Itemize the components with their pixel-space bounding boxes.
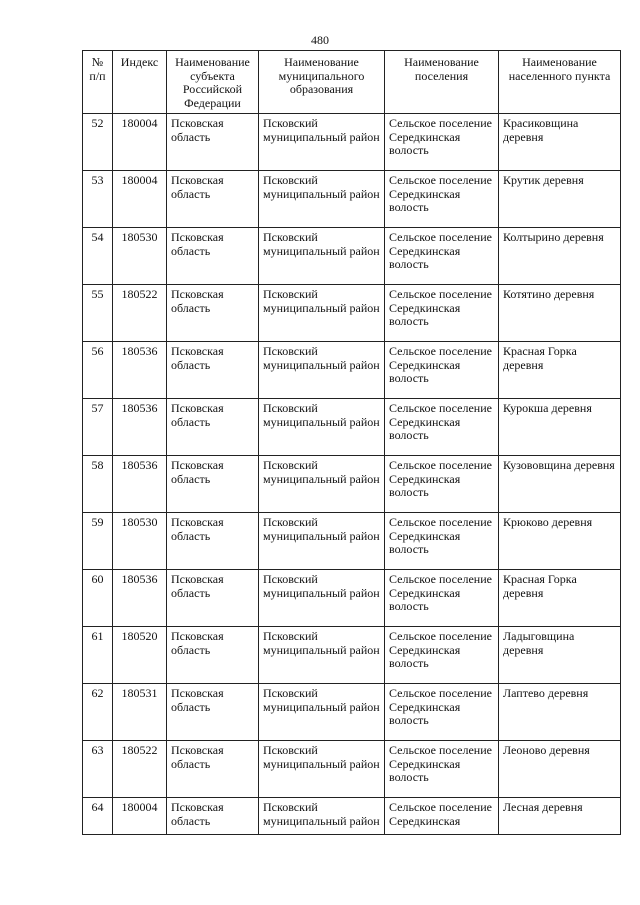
row-number-cell: 60 [83,570,113,627]
subject-cell: Псковская область [167,342,259,399]
subject-cell: Псковская область [167,399,259,456]
subject-cell: Псковская область [167,285,259,342]
municipality-cell: Псковский муниципальный район [259,570,385,627]
locality-cell: Котятино деревня [499,285,621,342]
municipality-cell: Псковский муниципальный район [259,741,385,798]
row-number-cell: 61 [83,627,113,684]
locality-cell: Крутик деревня [499,171,621,228]
locality-cell: Ладыговщина деревня [499,627,621,684]
column-header-subject: Наименование субъекта Российской Федерации [167,51,259,114]
postal-index-cell: 180536 [113,342,167,399]
subject-cell: Псковская область [167,456,259,513]
settlement-cell: Сельское поселение Середкинская волость [385,114,499,171]
row-number-cell: 53 [83,171,113,228]
row-number-cell: 64 [83,798,113,835]
postal-index-cell: 180004 [113,798,167,835]
postal-index-cell: 180522 [113,285,167,342]
row-number-cell: 54 [83,228,113,285]
locality-cell: Красная Горка деревня [499,342,621,399]
postal-index-cell: 180004 [113,114,167,171]
municipality-cell: Псковский муниципальный район [259,513,385,570]
subject-cell: Псковская область [167,684,259,741]
locality-cell: Лесная деревня [499,798,621,835]
table-row [83,342,621,399]
postal-index-cell: 180004 [113,171,167,228]
locality-cell: Лаптево деревня [499,684,621,741]
column-header-locality: Наименование населенного пункта [499,51,621,114]
column-header-settlement: Наименование поселения [385,51,499,114]
municipality-cell: Псковский муниципальный район [259,285,385,342]
table-row [83,684,621,741]
table-row [83,741,621,798]
table-row [83,513,621,570]
postal-index-cell: 180536 [113,399,167,456]
table-row [83,570,621,627]
column-header-number: № п/п [83,51,113,114]
postal-index-cell: 180522 [113,741,167,798]
locality-cell: Леоново деревня [499,741,621,798]
table-row [83,285,621,342]
settlement-cell: Сельское поселение Середкинская волость [385,627,499,684]
settlement-cell: Сельское поселение Середкинская волость [385,171,499,228]
settlement-cell: Сельское поселение Середкинская волость [385,342,499,399]
settlement-cell: Сельское поселение Середкинская волость [385,285,499,342]
municipality-cell: Псковский муниципальный район [259,798,385,835]
column-header-municipality: Наименование муниципального образования [259,51,385,114]
row-number-cell: 57 [83,399,113,456]
table-header-row [83,51,621,114]
municipality-cell: Псковский муниципальный район [259,456,385,513]
table-row [83,399,621,456]
settlement-cell: Сельское поселение Середкинская волость [385,513,499,570]
locality-cell: Крюково деревня [499,513,621,570]
municipality-cell: Псковский муниципальный район [259,114,385,171]
subject-cell: Псковская область [167,798,259,835]
municipality-cell: Псковский муниципальный район [259,627,385,684]
municipality-cell: Псковский муниципальный район [259,342,385,399]
postal-index-cell: 180530 [113,228,167,285]
settlement-cell: Сельское поселение Середкинская волость [385,456,499,513]
row-number-cell: 62 [83,684,113,741]
row-number-cell: 56 [83,342,113,399]
settlement-cell: Сельское поселение Середкинская волость [385,684,499,741]
table-row [83,228,621,285]
table-row [83,627,621,684]
locality-cell: Красная Горка деревня [499,570,621,627]
postal-index-cell: 180531 [113,684,167,741]
subject-cell: Псковская область [167,570,259,627]
subject-cell: Псковская область [167,228,259,285]
table-row [83,171,621,228]
settlements-table [82,50,621,835]
row-number-cell: 55 [83,285,113,342]
postal-index-cell: 180520 [113,627,167,684]
locality-cell: Курокша деревня [499,399,621,456]
table-row [83,114,621,171]
subject-cell: Псковская область [167,171,259,228]
settlement-cell: Сельское поселение Середкинская [385,798,499,835]
subject-cell: Псковская область [167,513,259,570]
table-row [83,456,621,513]
settlement-cell: Сельское поселение Середкинская волость [385,399,499,456]
table-row [83,798,621,835]
row-number-cell: 63 [83,741,113,798]
settlement-cell: Сельское поселение Середкинская волость [385,570,499,627]
municipality-cell: Псковский муниципальный район [259,684,385,741]
locality-cell: Кузововщина деревня [499,456,621,513]
municipality-cell: Псковский муниципальный район [259,228,385,285]
locality-cell: Красиковщина деревня [499,114,621,171]
postal-index-cell: 180536 [113,570,167,627]
postal-index-cell: 180530 [113,513,167,570]
row-number-cell: 59 [83,513,113,570]
municipality-cell: Псковский муниципальный район [259,399,385,456]
municipality-cell: Псковский муниципальный район [259,171,385,228]
subject-cell: Псковская область [167,741,259,798]
subject-cell: Псковская область [167,114,259,171]
column-header-index: Индекс [113,51,167,114]
postal-index-cell: 180536 [113,456,167,513]
row-number-cell: 58 [83,456,113,513]
row-number-cell: 52 [83,114,113,171]
settlement-cell: Сельское поселение Середкинская волость [385,741,499,798]
page-number: 480 [311,33,329,47]
settlement-cell: Сельское поселение Середкинская волость [385,228,499,285]
subject-cell: Псковская область [167,627,259,684]
locality-cell: Колтырино деревня [499,228,621,285]
